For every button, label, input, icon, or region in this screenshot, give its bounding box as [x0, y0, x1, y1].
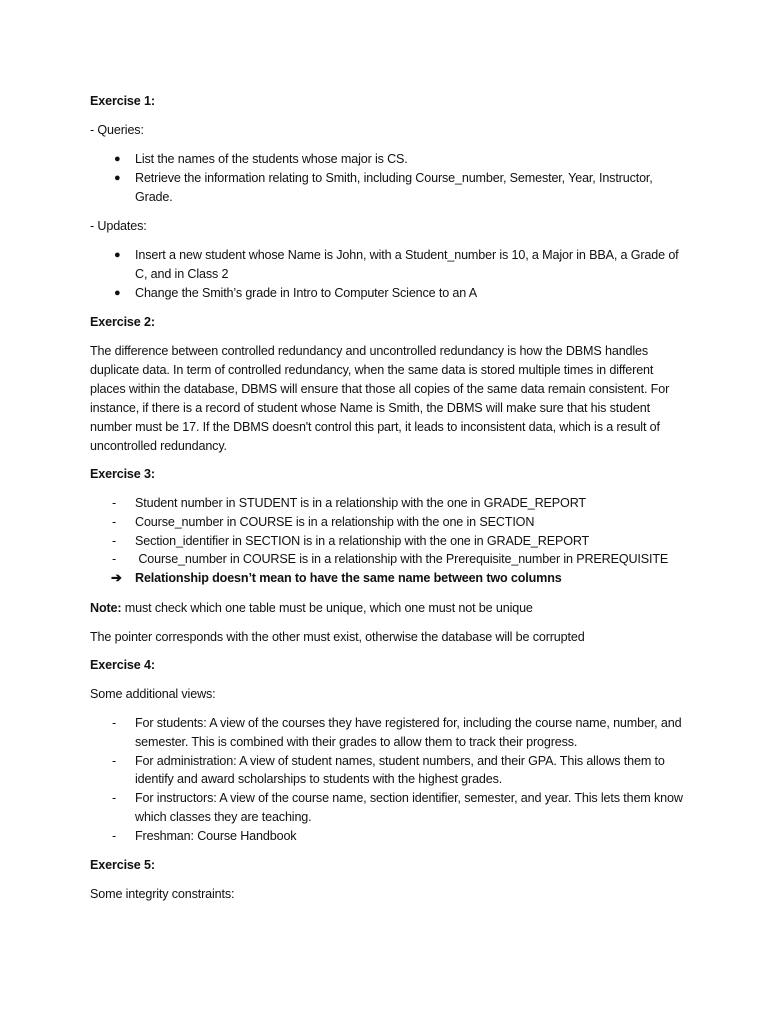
note-text: must check which one table must be unique, which one must not be unique	[121, 601, 533, 615]
list-item-text: Freshman: Course Handbook	[135, 828, 297, 843]
exercise-5-heading: Exercise 5:	[90, 858, 155, 872]
bullet-icon: ●	[114, 287, 121, 299]
list-item	[90, 150, 690, 169]
relationships-list	[90, 494, 690, 588]
dash-icon: -	[112, 552, 117, 567]
list-item	[90, 752, 690, 790]
list-item-text: For administration: A view of student names, student numbers, and their GPA. This allows them to identify and award scholarships to students with the highest grades.	[135, 753, 665, 787]
list-item	[90, 550, 690, 569]
queries-list	[90, 150, 690, 207]
updates-label: - Updates:	[90, 219, 147, 233]
list-item	[90, 532, 690, 551]
dash-icon: -	[112, 514, 117, 529]
list-item	[90, 494, 690, 513]
views-list	[90, 714, 690, 846]
dash-icon: -	[112, 533, 117, 548]
bullet-icon: ●	[114, 249, 121, 261]
list-item-text: For instructors: A view of the course name, section identifier, semester, and year. This lets them know which classes they are teaching.	[135, 791, 683, 824]
exercise-1-heading: Exercise 1:	[90, 94, 155, 108]
list-item-text: Change the Smith’s grade in Intro to Computer Science to an A	[135, 286, 478, 300]
bullet-icon: ●	[114, 153, 121, 165]
list-item	[90, 789, 690, 827]
updates-list	[90, 246, 690, 303]
exercise-4-heading: Exercise 4:	[90, 658, 155, 672]
dash-icon: -	[112, 828, 117, 843]
list-item-text: Insert a new student whose Name is John, with a Student_number is 10, a Major in BBA, a Grade of C, and in Class 2	[135, 248, 679, 281]
list-item	[90, 284, 690, 303]
exercise-3-heading: Exercise 3:	[90, 467, 155, 481]
list-item-text: Course_number in COURSE is in a relationship with the Prerequisite_number in PREREQUISITE	[135, 552, 669, 567]
dash-icon: -	[112, 716, 117, 730]
dash-icon: -	[112, 496, 117, 510]
conclusion-item	[90, 569, 690, 588]
dash-icon: -	[112, 753, 117, 768]
list-item-text: Student number in STUDENT is in a relationship with the one in GRADE_REPORT	[135, 496, 586, 510]
note-paragraph	[90, 599, 690, 618]
arrow-right-icon: ➔	[111, 570, 122, 586]
list-item	[90, 169, 690, 207]
list-item-text: List the names of the students whose major is CS.	[135, 152, 408, 166]
list-item	[90, 513, 690, 532]
queries-label: - Queries:	[90, 123, 144, 137]
exercise-2-heading: Exercise 2:	[90, 315, 155, 329]
conclusion-text: Relationship doesn’t mean to have the same name between two columns	[135, 571, 562, 586]
list-item	[90, 827, 690, 846]
note-label: Note:	[90, 601, 122, 615]
list-item-text: Section_identifier in SECTION is in a relationship with the one in GRADE_REPORT	[135, 533, 590, 548]
list-item-text: Retrieve the information relating to Smith, including Course_number, Semester, Year, Instructor, Grade.	[135, 171, 653, 204]
pointer-paragraph: The pointer corresponds with the other must exist, otherwise the database will be corrupted	[90, 630, 585, 644]
dash-icon: -	[112, 791, 117, 806]
list-item-text: For students: A view of the courses they have registered for, including the course name, number, and semester. This is combined with their grades to allow them to track their progress.	[135, 716, 682, 749]
constraints-intro: Some integrity constraints:	[90, 887, 235, 901]
list-item	[90, 246, 690, 284]
list-item	[90, 714, 690, 752]
views-intro: Some additional views:	[90, 687, 216, 701]
exercise-2-paragraph: The difference between controlled redundancy and uncontrolled redundancy is how the DBMS handles duplicate data. In term of controlled redundancy, when the same data is stored multiple times in different places within the database, DBMS will ensure that those all copies of the same data remain consistent. For instance, if there is a record of student whose Name is Smith, the DBMS will make sure that his student number must be 17. If the DBMS doesn't control this part, it leads to inconsistent data, which is a result of uncontrolled redundancy.	[90, 344, 670, 453]
bullet-icon: ●	[114, 172, 121, 184]
list-item-text: Course_number in COURSE is in a relationship with the one in SECTION	[135, 514, 535, 529]
